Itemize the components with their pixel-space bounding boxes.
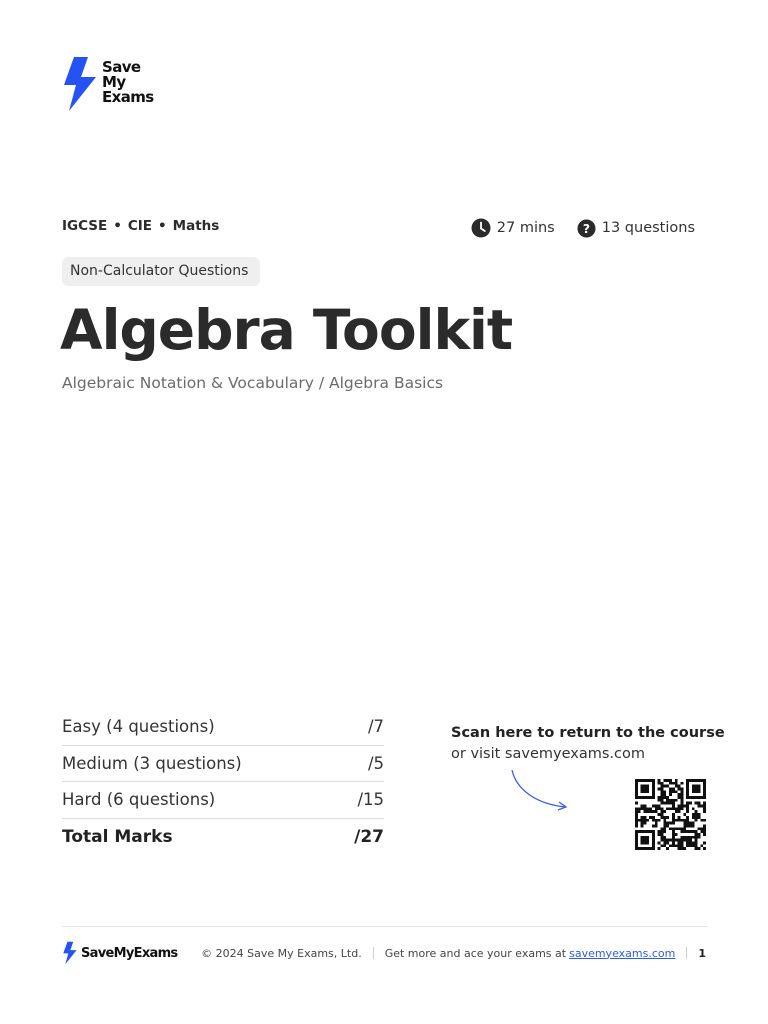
meta-row	[62, 218, 702, 238]
lightning-bolt-icon	[62, 941, 77, 965]
marks-row-label: Medium (3 questions)	[62, 753, 242, 773]
total-marks-value: /27	[354, 827, 384, 848]
question-mark-icon	[577, 219, 596, 238]
footer-brand-name: SaveMyExams	[81, 945, 178, 961]
footer-separator	[373, 947, 374, 959]
page-subtitle: Algebraic Notation & Vocabulary / Algebra Basics	[62, 374, 444, 392]
marks-row-medium	[62, 746, 384, 783]
question-count-label: 13 questions	[601, 220, 695, 236]
footer-divider	[62, 926, 708, 927]
footer-logo[interactable]	[62, 941, 177, 965]
logo-wordmark	[102, 60, 154, 105]
question-type-tag: Non-Calculator Questions	[62, 257, 260, 286]
page-title: Algebra Toolkit	[60, 298, 513, 362]
logo-word-my: My	[102, 73, 126, 91]
qr-code[interactable]	[633, 779, 708, 850]
curved-arrow-icon	[506, 766, 572, 814]
marks-row-label: Easy (4 questions)	[62, 717, 215, 737]
footer-info	[201, 940, 706, 966]
scan-title: Scan here to return to the course	[451, 725, 725, 741]
page-footer	[62, 940, 708, 966]
marks-row-value: /7	[367, 717, 384, 737]
breadcrumb-separator: •	[158, 218, 167, 234]
marks-row-value: /5	[367, 753, 384, 773]
save-my-exams-logo[interactable]	[61, 57, 154, 111]
test-stats	[471, 218, 695, 238]
duration-label: 27 mins	[496, 220, 555, 236]
footer-separator	[686, 947, 687, 959]
promo-text: Get more and ace your exams at	[384, 946, 567, 960]
breadcrumb-subject: Maths	[172, 218, 220, 234]
breadcrumb-separator: •	[113, 218, 122, 234]
total-marks-label: Total Marks	[62, 827, 173, 848]
marks-table	[62, 709, 384, 855]
page-number: 1	[698, 946, 706, 960]
breadcrumb	[62, 218, 219, 234]
svg-text:?: ?	[582, 221, 590, 236]
marks-row-total	[62, 819, 384, 856]
marks-row-label: Hard (6 questions)	[62, 790, 216, 810]
savemyexams-link[interactable]: savemyexams.com	[569, 946, 676, 960]
marks-row-hard	[62, 782, 384, 819]
breadcrumb-level: IGCSE	[62, 218, 108, 234]
marks-row-value: /15	[357, 790, 384, 810]
scan-subtitle: or visit savemyexams.com	[451, 746, 645, 762]
logo-word-exams: Exams	[102, 88, 154, 106]
duration-stat	[471, 218, 555, 238]
lightning-bolt-icon	[61, 57, 97, 111]
clock-icon	[471, 218, 491, 238]
logo-word-save: Save	[102, 58, 141, 76]
question-count-stat	[577, 219, 695, 238]
scan-prompt	[451, 723, 725, 765]
copyright-text: © 2024 Save My Exams, Ltd.	[201, 946, 362, 960]
breadcrumb-board: CIE	[127, 218, 153, 234]
marks-row-easy	[62, 709, 384, 746]
